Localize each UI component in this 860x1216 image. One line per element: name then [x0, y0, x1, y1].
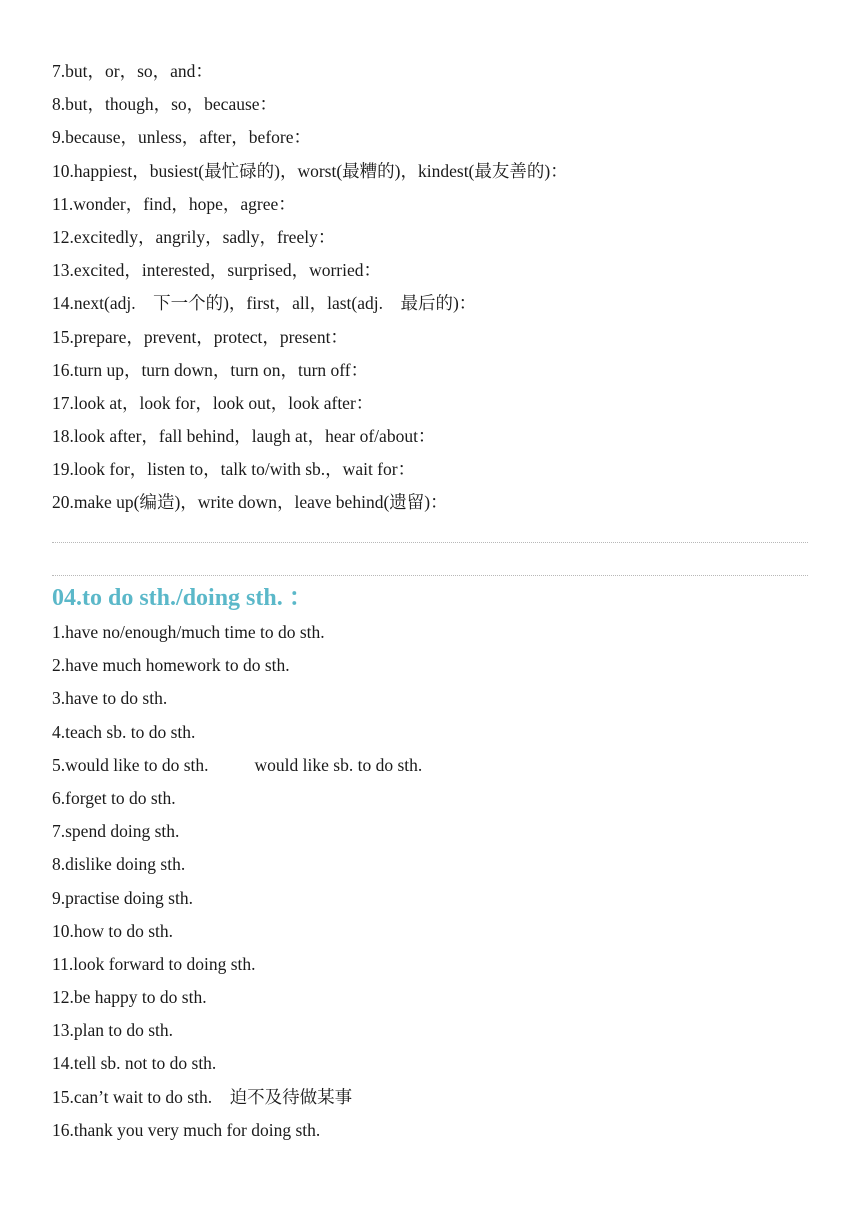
list-item: 14.next(adj. 下一个的)，first，all，last(adj. 最后的)：	[52, 293, 477, 314]
list-item: 13.excited，interested，surprised，worried：	[52, 260, 382, 281]
list-item: 12.excitedly，angrily，sadly，freely：	[52, 226, 336, 247]
list-item: 3.have to do sth.	[52, 688, 168, 709]
list-item-extra: would like sb. to do sth.	[254, 754, 423, 775]
list-item: 19.look for，listen to，talk to/with sb.，wait for：	[52, 459, 416, 480]
list-item: 15.prepare，prevent，protect，present：	[52, 326, 348, 347]
phrase-list	[52, 616, 812, 1147]
list-item: 16.thank you very much for doing sth.	[52, 1119, 321, 1140]
list-item: 10.how to do sth.	[52, 920, 174, 941]
list-item: 20.make up(编造)，write down，leave behind(遗留)：	[52, 492, 448, 513]
section-divider	[52, 542, 808, 543]
list-item	[52, 749, 812, 782]
list-item: 1.have no/enough/much time to do sth.	[52, 622, 325, 642]
section-heading: 04.to do sth./doing sth. ：	[52, 585, 313, 611]
list-item: 7.spend doing sth.	[52, 821, 180, 842]
list-item: 7.but，or，so，and：	[52, 61, 213, 81]
list-item: 6.forget to do sth.	[52, 787, 176, 808]
word-group-list	[52, 55, 812, 520]
list-item: 17.look at，look for，look out，look after：	[52, 392, 374, 413]
list-item: 11.look forward to doing sth.	[52, 953, 256, 974]
list-item: 14.tell sb. not to do sth.	[52, 1053, 217, 1074]
list-item: 10.happiest，busiest(最忙碌的)，worst(最糟的)，kindest(最友善的)：	[52, 160, 568, 181]
list-item: 11.wonder，find，hope，agree：	[52, 193, 296, 214]
list-item: 15.can’t wait to do sth. 迫不及待做某事	[52, 1086, 353, 1107]
list-item: 13.plan to do sth.	[52, 1020, 174, 1041]
list-item-text: 5.would like to do sth.	[52, 754, 209, 775]
list-item: 16.turn up，turn down，turn on，turn off：	[52, 359, 369, 380]
list-item: 2.have much homework to do sth.	[52, 655, 290, 676]
list-item: 9.practise doing sth.	[52, 887, 193, 908]
list-item: 12.be happy to do sth.	[52, 987, 207, 1008]
list-item: 8.dislike doing sth.	[52, 854, 186, 875]
list-item: 8.but，though，so，because：	[52, 94, 278, 115]
list-item: 9.because，unless，after，before：	[52, 127, 311, 148]
list-item: 4.teach sb. to do sth.	[52, 721, 196, 742]
section-divider	[52, 575, 808, 576]
list-item: 18.look after，fall behind，laugh at，hear of/about：	[52, 426, 436, 447]
